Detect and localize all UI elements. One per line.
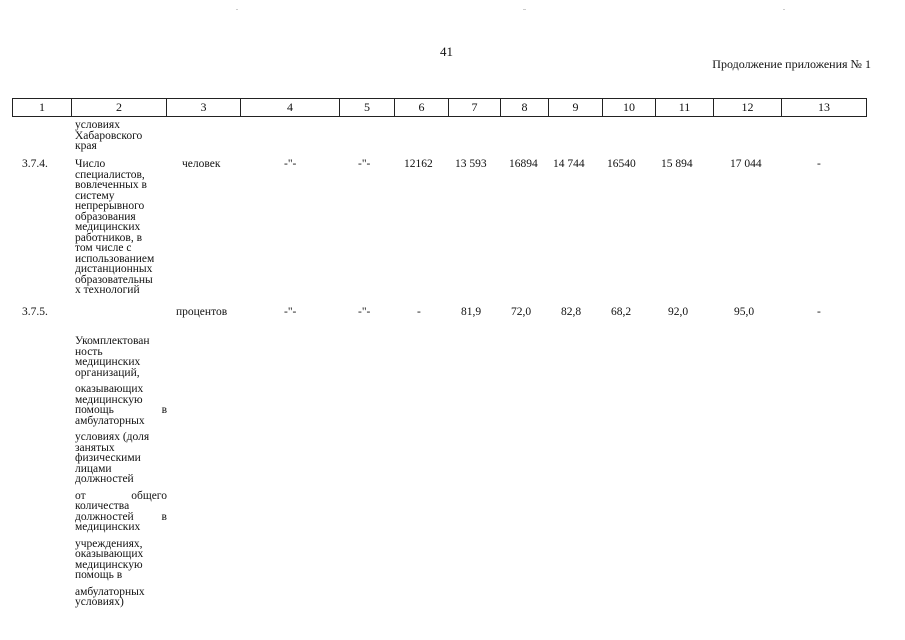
desc-line: организаций, [75, 366, 140, 379]
col-10-cell: 16540 [607, 158, 636, 170]
carry-over-line: условиях [75, 119, 120, 131]
desc-line: ность [75, 345, 103, 358]
desc-line: систему [75, 189, 115, 202]
desc-line: амбулаторных [75, 414, 145, 427]
unit-cell: процентов [176, 306, 228, 318]
carry-over-line: края [75, 140, 97, 152]
header-col-12: 12 [714, 99, 782, 116]
desc-line: амбулаторных [75, 585, 145, 598]
col-13-cell: - [817, 306, 821, 318]
col-7-cell: 13 593 [455, 158, 487, 170]
desc-line: условиях (доля [75, 431, 150, 443]
col-6-cell: 12162 [404, 158, 433, 170]
col-9-cell: 82,8 [561, 306, 582, 318]
table-header-row [12, 98, 867, 117]
desc-line: медицинских [75, 221, 141, 233]
col-5-cell: -"- [358, 306, 371, 318]
desc-block [75, 336, 167, 378]
header-col-4: 4 [241, 99, 340, 116]
header-col-8: 8 [501, 99, 549, 116]
header-col-9: 9 [549, 99, 603, 116]
scan-artifact [783, 9, 785, 10]
desc-block [75, 491, 167, 533]
desc-line: медицинскую [75, 393, 143, 406]
desc-line: условиях) [75, 596, 124, 608]
desc-line: медицинских [75, 521, 141, 533]
col-5-cell: -"- [358, 158, 371, 170]
desc-line: должностей [75, 473, 134, 485]
header-col-10: 10 [603, 99, 656, 116]
col-4-cell: -"- [284, 306, 297, 318]
row-description [75, 159, 167, 296]
col-11-cell: 15 894 [661, 158, 693, 170]
desc-line: должностей в [75, 510, 167, 523]
desc-line: непрерывного [75, 200, 145, 212]
row-number: 3.7.5. [22, 306, 48, 318]
col-8-cell: 16894 [509, 158, 538, 170]
desc-line: образования [75, 210, 136, 223]
desc-line: дистанционных [75, 263, 153, 275]
desc-line: работников, в [75, 231, 143, 244]
desc-line: образовательны [75, 273, 153, 286]
scan-artifact [523, 9, 526, 10]
row-number: 3.7.4. [22, 158, 48, 170]
carry-over-text [75, 120, 167, 152]
carry-over-line: Хабаровского [75, 129, 143, 142]
header-col-11: 11 [656, 99, 714, 116]
col-7-cell: 81,9 [461, 306, 482, 318]
desc-line: оказывающих [75, 548, 144, 560]
desc-block [75, 384, 167, 426]
header-col-6: 6 [395, 99, 449, 116]
desc-line: помощь в [75, 404, 167, 416]
col-11-cell: 92,0 [668, 306, 689, 318]
page-number: 41 [440, 44, 453, 59]
col-8-cell: 72,0 [511, 306, 532, 318]
desc-line: оказывающих [75, 383, 144, 395]
header-col-1: 1 [13, 99, 72, 116]
desc-line: Число [75, 158, 106, 170]
desc-line: медицинскую [75, 558, 143, 571]
desc-line: лицами [75, 462, 112, 475]
col-9-cell: 14 744 [553, 158, 585, 170]
col-4-cell: -"- [284, 158, 297, 170]
desc-line: занятых [75, 441, 115, 454]
desc-line: медицинских [75, 356, 141, 368]
desc-line: учреждениях, [75, 537, 143, 550]
desc-line: том числе с [75, 242, 132, 254]
desc-line: использованием [75, 252, 155, 265]
desc-line: количества [75, 500, 130, 512]
col-10-cell: 68,2 [611, 306, 632, 318]
header-col-2: 2 [72, 99, 167, 116]
header-col-5: 5 [340, 99, 395, 116]
col-12-cell: 17 044 [730, 158, 762, 170]
header-col-13: 13 [818, 100, 830, 114]
desc-line: специалистов, [75, 168, 145, 181]
desc-block [75, 587, 167, 608]
desc-line: Укомплектован [75, 335, 150, 347]
unit-cell: человек [182, 158, 221, 170]
col-6-cell: - [417, 306, 421, 318]
header-col-7: 7 [449, 99, 501, 116]
desc-line: вовлеченных в [75, 179, 147, 191]
continuation-note: Продолжение приложения № 1 [712, 57, 871, 71]
row-description [75, 336, 167, 614]
desc-line: физическими [75, 452, 141, 464]
header-col-3: 3 [167, 99, 241, 116]
desc-line: от общего [75, 489, 167, 502]
desc-block [75, 432, 167, 485]
desc-line: помощь в [75, 569, 123, 581]
scan-artifact [236, 9, 238, 10]
desc-line: х технологий [75, 284, 140, 296]
desc-block [75, 539, 167, 581]
col-13-cell: - [817, 158, 821, 170]
col-12-cell: 95,0 [734, 306, 755, 318]
